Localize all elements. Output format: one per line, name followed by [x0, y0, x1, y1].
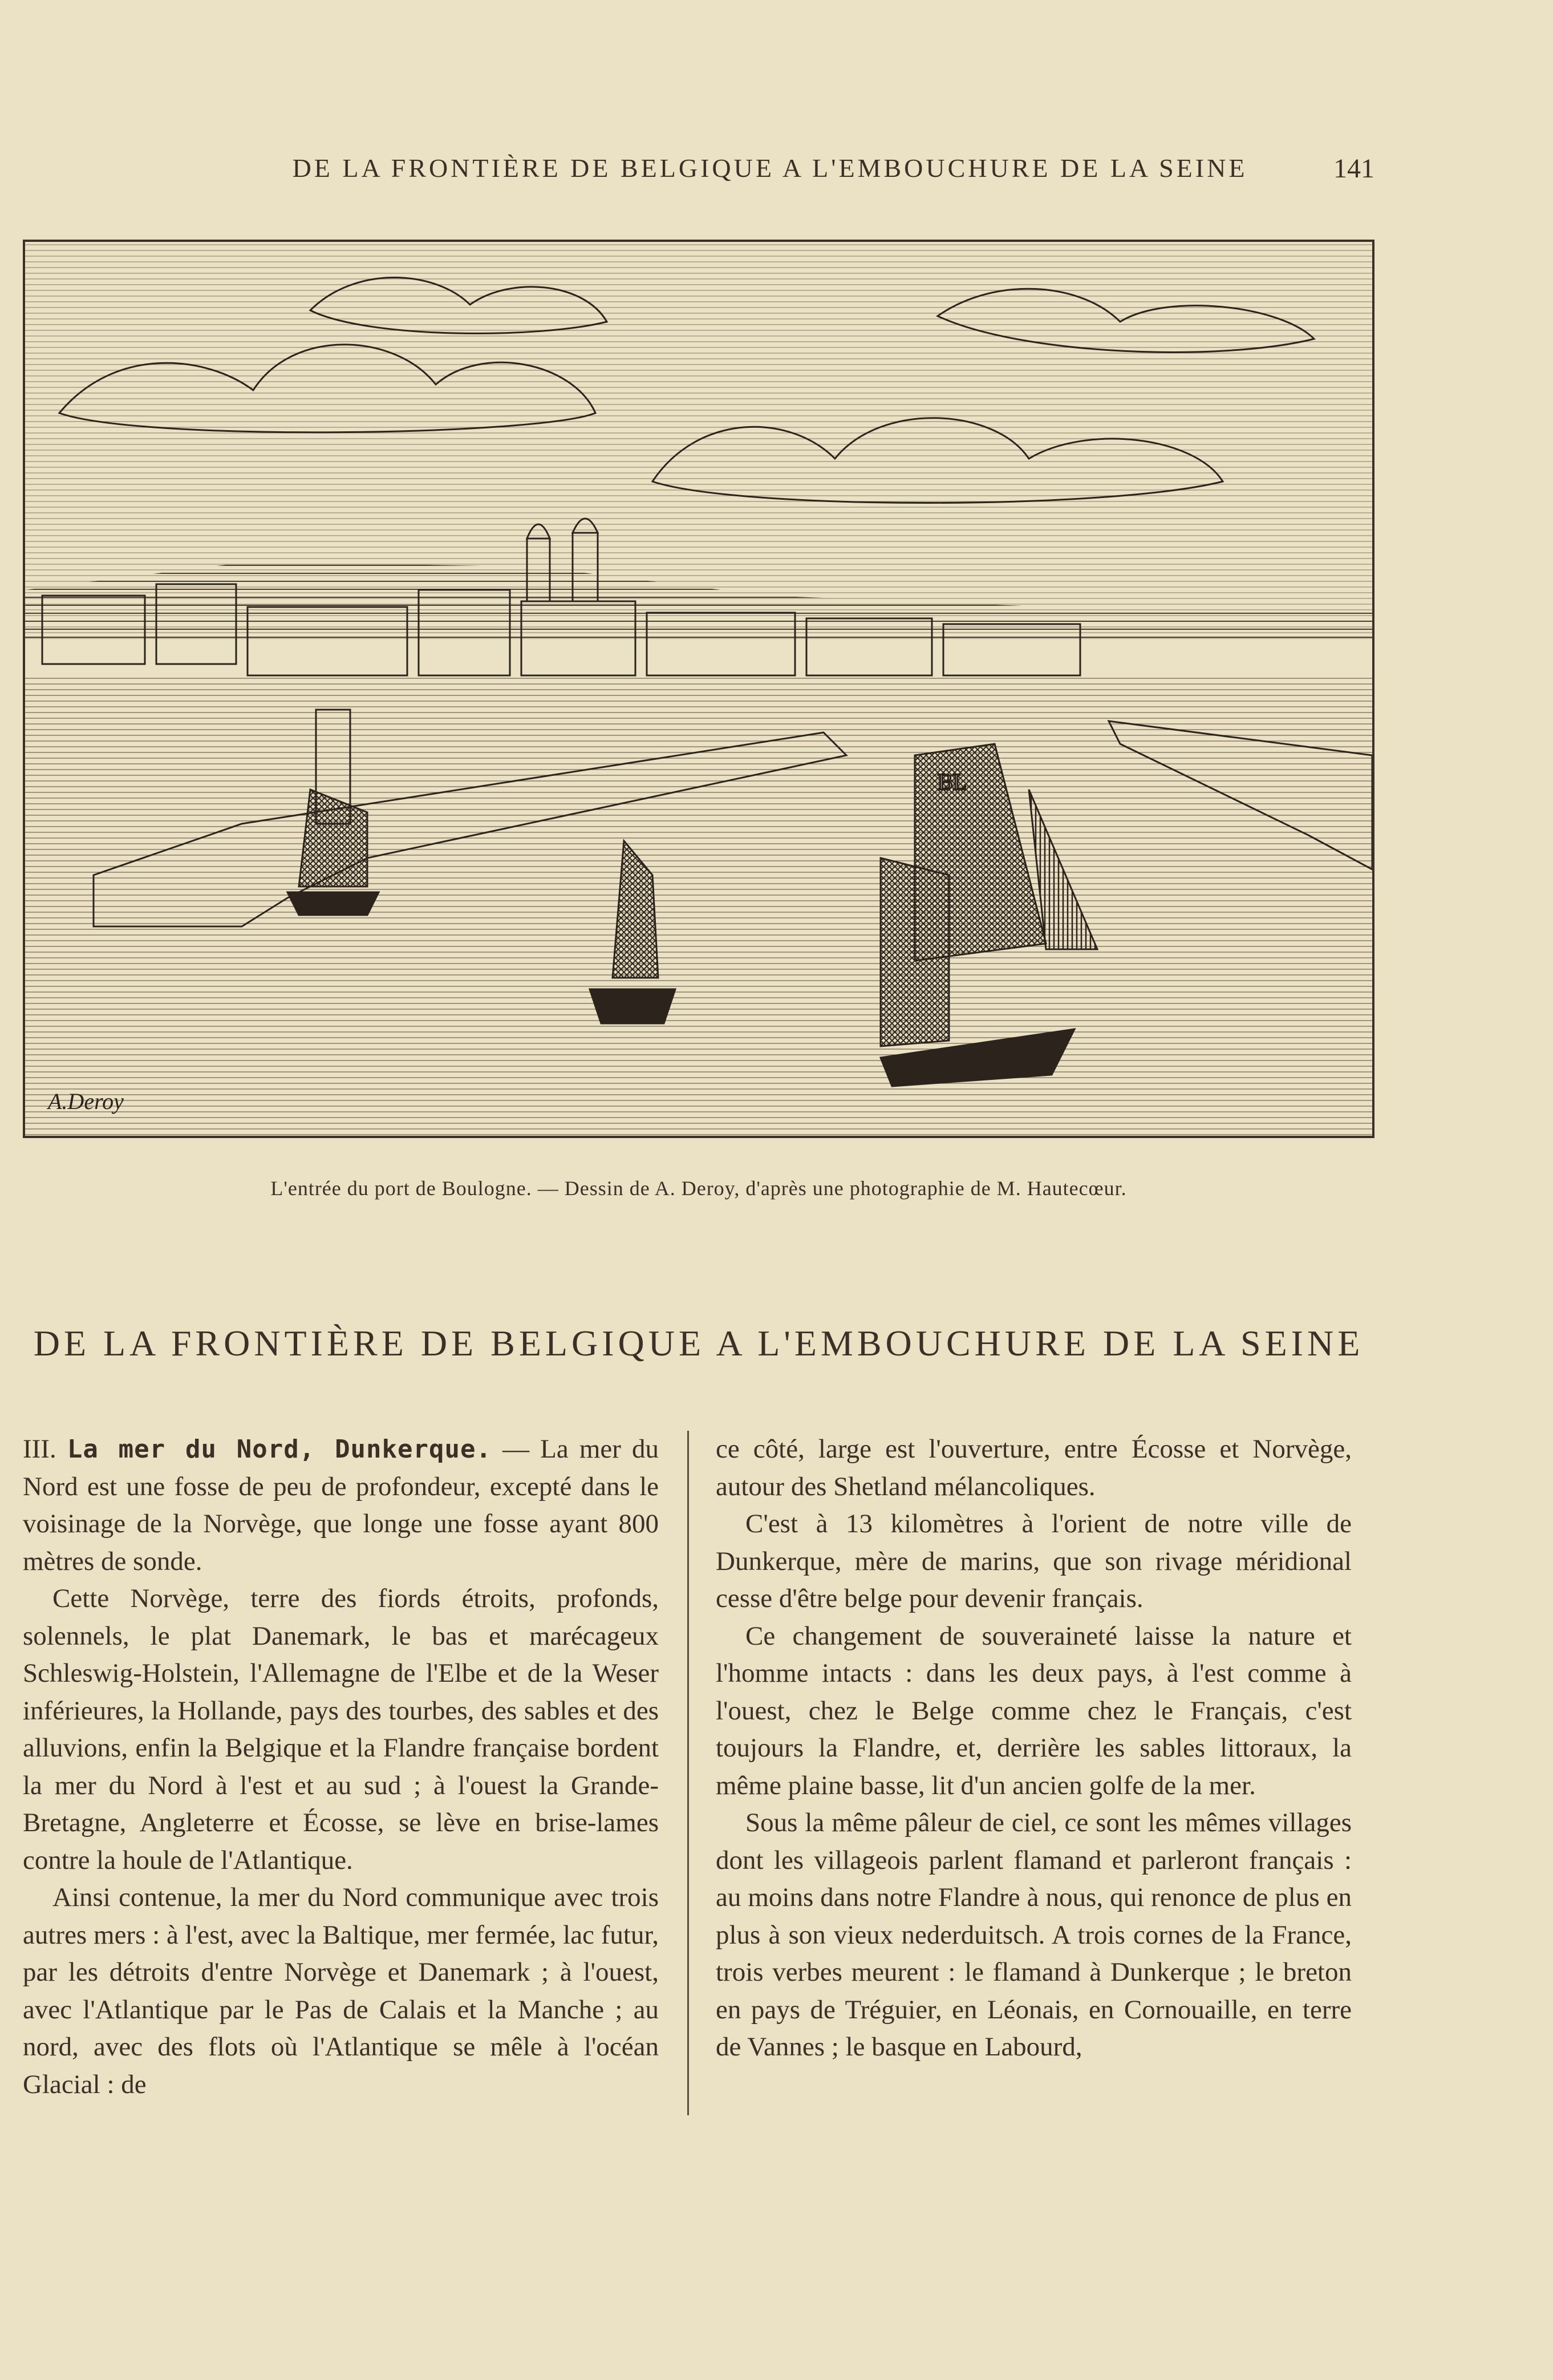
figure-caption: L'entrée du port de Boulogne. — Dessin de A. Deroy, d'après une photographie de M. Hautecœur. — [270, 1177, 1127, 1200]
text-columns — [23, 1431, 1374, 2144]
paragraph: Ainsi contenue, la mer du Nord communique avec trois autres mers : à l'est, avec la Baltique, mer fermée, lac futur, par les détroits d'entre Norvège et Danemark ; à l'ouest, avec l'Atlantique par le Pas de Calais et la Manche ; au nord, avec des flots où l'Atlantique se mêle à l'océan Glacial : de — [23, 1883, 659, 2099]
engraving-drawing — [25, 242, 1372, 1136]
artist-signature: A.Deroy — [48, 1088, 124, 1114]
running-head: DE LA FRONTIÈRE DE BELGIQUE A L'EMBOUCHURE DE LA SEINE — [292, 153, 1248, 183]
paragraph-text: — La mer du Nord est une fosse de peu de profondeur, excepté dans le voisinage de la Norvège, que longe une fosse ayant 800 mètres de sonde. — [23, 1434, 659, 1576]
left-column — [23, 1431, 659, 2103]
section-number: III. — [23, 1434, 56, 1464]
sea — [25, 675, 1372, 1136]
column-divider — [687, 1431, 689, 2115]
sail-lettering: BL — [938, 769, 967, 795]
paragraph: Sous la même pâleur de ciel, ce sont les mêmes villages dont les villageois parlent flamand et parleront français : au moins dans notre Flandre à nous, qui renonce de plus en plus à son vieux nederduitsch. A trois cornes de la France, trois verbes meurent : le flamand à Dunkerque ; le breton en pays de Tréguier, en Léonais, en Cornouaille, en terre de Vannes ; le basque en Labourd, — [716, 1808, 1352, 2062]
right-column — [716, 1431, 1352, 2066]
section-title: DE LA FRONTIÈRE DE BELGIQUE A L'EMBOUCHURE DE LA SEINE — [33, 1323, 1364, 1363]
paragraph: ce côté, large est l'ouverture, entre Écosse et Norvège, autour des Shetland mélancoliques. — [716, 1434, 1352, 1501]
paragraph: Cette Norvège, terre des fiords étroits, profonds, solennels, le plat Danemark, le bas et marécageux Schleswig-Holstein, l'Allemagne de l'Elbe et de la Weser inférieures, la Hollande, pays des tourbes, des sables et des alluvions, enfin la Belgique et la Flandre française bordent la mer du Nord à l'est et au sud ; à l'ouest la Grande-Bretagne, Angleterre et Écosse, se lève en brise-lames contre la houle de l'Atlantique. — [23, 1584, 659, 1875]
paragraph — [23, 1431, 659, 1580]
page-number: 141 — [1333, 153, 1374, 184]
harbor-engraving — [23, 240, 1374, 1138]
paragraph: C'est à 13 kilomètres à l'orient de notre ville de Dunkerque, mère de marins, que son rivage méridional cesse d'être belge pour devenir français. — [716, 1509, 1352, 1613]
section-heading: La mer du Nord, Dunkerque. — [67, 1435, 492, 1464]
paragraph: Ce changement de souveraineté laisse la nature et l'homme intacts : dans les deux pays, à l'est comme à l'ouest, chez le Belge comme chez le Français, c'est toujours la Flandre, et, derrière les sables littoraux, la même plaine basse, lit d'un ancien golfe de la mer. — [716, 1621, 1352, 1800]
